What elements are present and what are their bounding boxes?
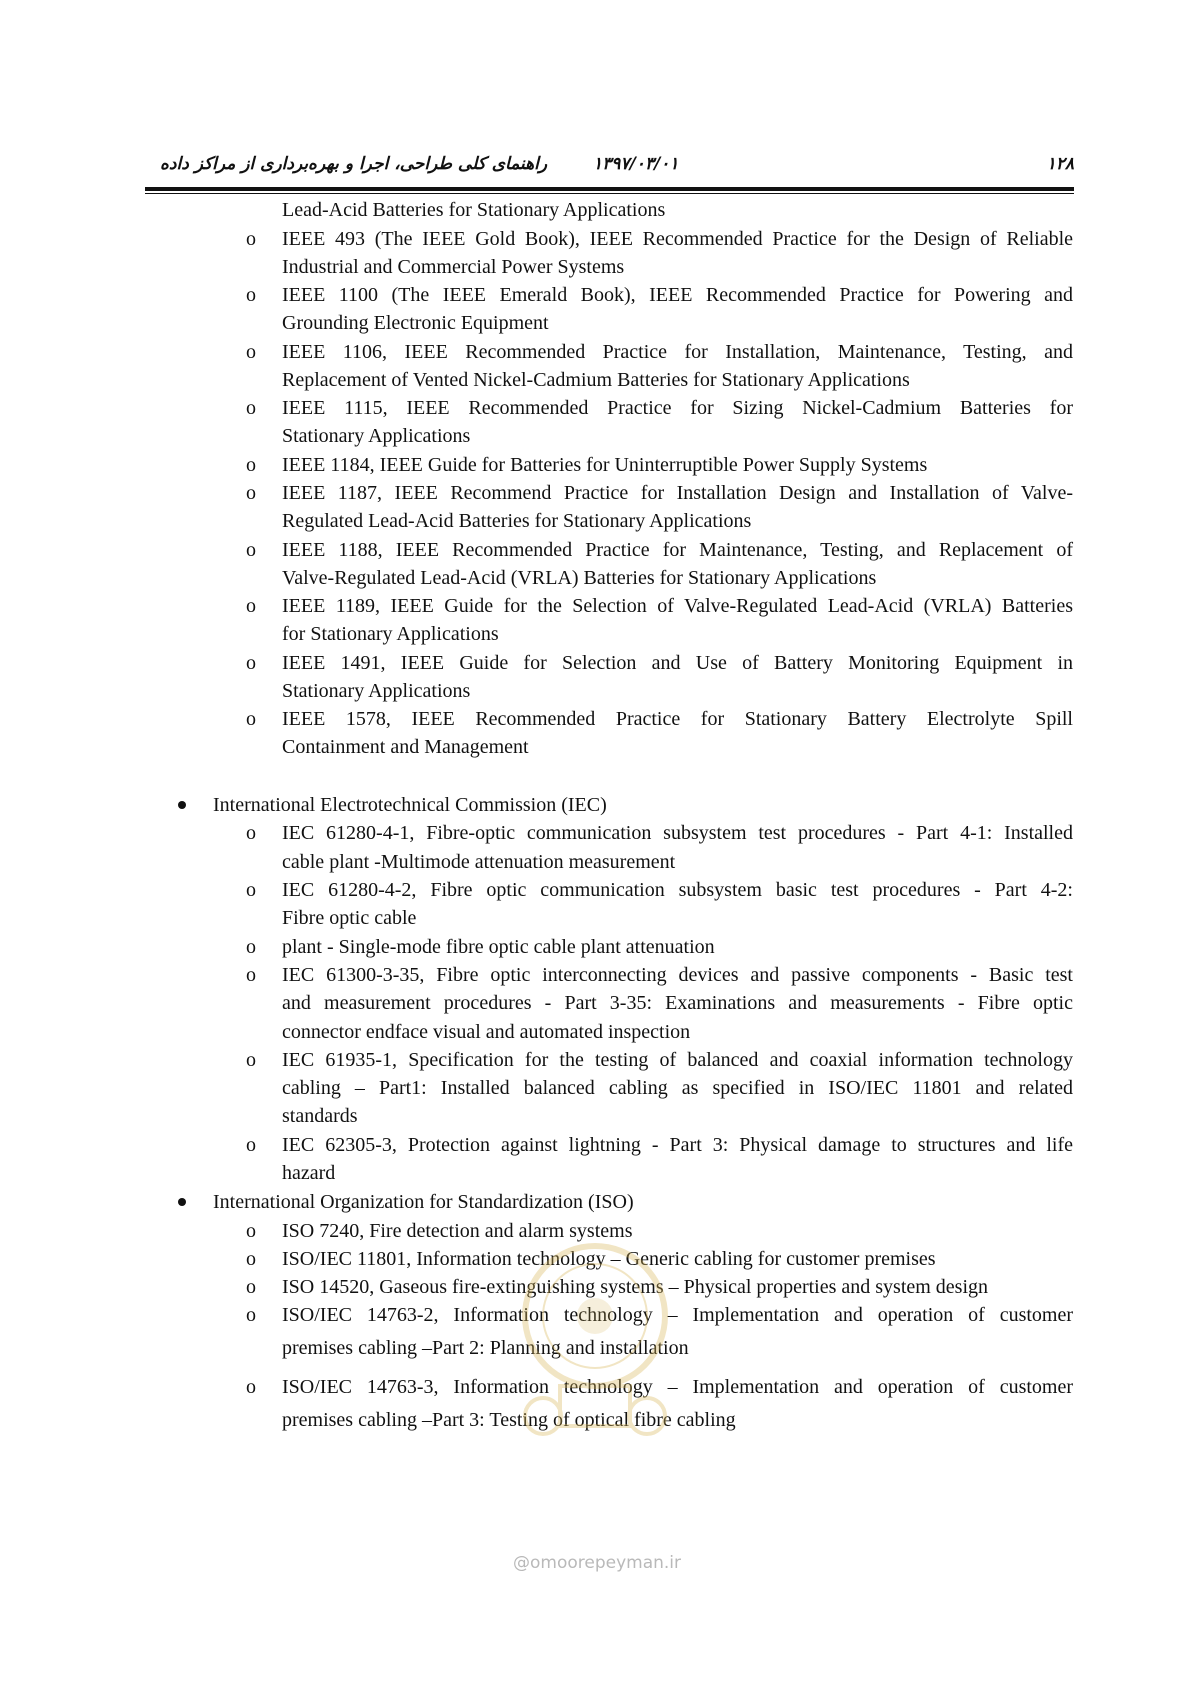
list-marker: o [246,822,256,844]
list-marker: o [246,1248,256,1270]
list-marker: o [246,1134,256,1156]
header-title: راهنمای کلی طراحی، اجرا و بهره‌برداری از مراکز داده [160,154,548,174]
list-marker: o [246,1276,256,1298]
list-item-line: ISO/IEC 14763-3, Information technology – Implementation and operation of customer [282,1376,1073,1398]
list-item-line: IEEE 1187, IEEE Recommend Practice for Installation Design and Installation of Valve- [282,482,1073,504]
list-item-line: IEC 61935-1, Specification for the testing of balanced and coaxial information technology [282,1049,1073,1071]
header-rule [145,187,1074,191]
section-heading-iec: International Electrotechnical Commission (IEC) [213,794,607,816]
list-item-line: IEC 61280-4-2, Fibre optic communication subsystem basic test procedures - Part 4-2: [282,879,1073,901]
list-marker: o [246,454,256,476]
list-item-line: ISO 14520, Gaseous fire-extinguishing systems – Physical properties and system design [282,1276,989,1298]
list-item-line: Lead-Acid Batteries for Stationary Applications [282,199,666,221]
page-header [145,150,1074,198]
list-marker: o [246,397,256,419]
list-marker: o [246,964,256,986]
list-item-line: Fibre optic cable [282,907,417,929]
list-item-line: ISO/IEC 14763-2, Information technology – Implementation and operation of customer [282,1304,1073,1326]
list-item-line: IEC 62305-3, Protection against lightning - Part 3: Physical damage to structures and life [282,1134,1073,1156]
list-item-line: IEEE 1100 (The IEEE Emerald Book), IEEE Recommended Practice for Powering and [282,284,1073,306]
list-item-line: Replacement of Vented Nickel-Cadmium Batteries for Stationary Applications [282,369,910,391]
list-marker: o [246,708,256,730]
watermark-base [560,1386,630,1426]
list-item-line: Stationary Applications [282,425,471,447]
list-item-line: IEC 61300-3-35, Fibre optic interconnecting devices and passive components - Basic test [282,964,1073,986]
header-rule-thin [145,193,1074,194]
list-item-line: cable plant -Multimode attenuation measurement [282,851,676,873]
section-heading-iso: International Organization for Standardization (ISO) [213,1191,634,1213]
list-item-line: IEEE 1578, IEEE Recommended Practice for Stationary Battery Electrolyte Spill [282,708,1073,730]
list-item-line: IEC 61280-4-1, Fibre-optic communication subsystem test procedures - Part 4-1: Installed [282,822,1073,844]
header-date: ۱۳۹۷/۰۳/۰۱ [593,154,679,174]
list-marker: o [246,482,256,504]
list-item-line: IEEE 1491, IEEE Guide for Selection and Use of Battery Monitoring Equipment in [282,652,1073,674]
list-item-line: Industrial and Commercial Power Systems [282,256,625,278]
list-marker: o [246,879,256,901]
list-item-line: cabling – Part1: Installed balanced cabling as specified in ISO/IEC 11801 and related [282,1077,1073,1099]
list-item-line: premises cabling –Part 2: Planning and installation [282,1337,689,1359]
list-item-line: connector endface visual and automated inspection [282,1021,691,1043]
list-marker: o [246,1304,256,1326]
list-item-line: IEEE 1184, IEEE Guide for Batteries for Uninterruptible Power Supply Systems [282,454,928,476]
bullet-marker [178,801,186,809]
list-marker: o [246,1049,256,1071]
list-item-line: IEEE 1115, IEEE Recommended Practice for Sizing Nickel-Cadmium Batteries for [282,397,1073,419]
list-marker: o [246,228,256,250]
list-item-line: Regulated Lead-Acid Batteries for Stationary Applications [282,510,752,532]
watermark-gear-left [525,1398,561,1434]
watermark-center [577,1298,613,1334]
watermark-url: @omoorepeyman.ir [513,1553,682,1573]
list-marker: o [246,1376,256,1398]
watermark-gear-right [629,1398,665,1434]
list-item-line: and measurement procedures - Part 3-35: Examinations and measurements - Fibre optic [282,992,1073,1014]
list-marker: o [246,341,256,363]
list-item-line: IEEE 1106, IEEE Recommended Practice for Installation, Maintenance, Testing, and [282,341,1073,363]
list-marker: o [246,284,256,306]
list-marker: o [246,595,256,617]
bullet-marker [178,1198,186,1206]
list-item-line: hazard [282,1162,336,1184]
list-item-line: ISO/IEC 11801, Information technology – Generic cabling for customer premises [282,1248,936,1270]
list-item-line: Containment and Management [282,736,529,758]
list-item-line: Valve-Regulated Lead-Acid (VRLA) Batteries for Stationary Applications [282,567,877,589]
list-item-line: plant - Single-mode fibre optic cable plant attenuation [282,936,715,958]
list-item-line: IEEE 493 (The IEEE Gold Book), IEEE Recommended Practice for the Design of Reliable [282,228,1073,250]
list-item-line: for Stationary Applications [282,623,499,645]
list-marker: o [246,1220,256,1242]
list-item-line: IEEE 1188, IEEE Recommended Practice for Maintenance, Testing, and Replacement of [282,539,1073,561]
page-number: ۱۲۸ [1046,154,1074,174]
list-item-line: Grounding Electronic Equipment [282,312,549,334]
list-item-line: standards [282,1105,358,1127]
list-item-line: premises cabling –Part 3: Testing of optical fibre cabling [282,1409,736,1431]
list-marker: o [246,539,256,561]
list-marker: o [246,652,256,674]
list-item-line: Stationary Applications [282,680,471,702]
list-item-line: ISO 7240, Fire detection and alarm systems [282,1220,633,1242]
list-marker: o [246,936,256,958]
watermark-seal [505,1236,685,1451]
list-item-line: IEEE 1189, IEEE Guide for the Selection of Valve-Regulated Lead-Acid (VRLA) Batteries [282,595,1073,617]
